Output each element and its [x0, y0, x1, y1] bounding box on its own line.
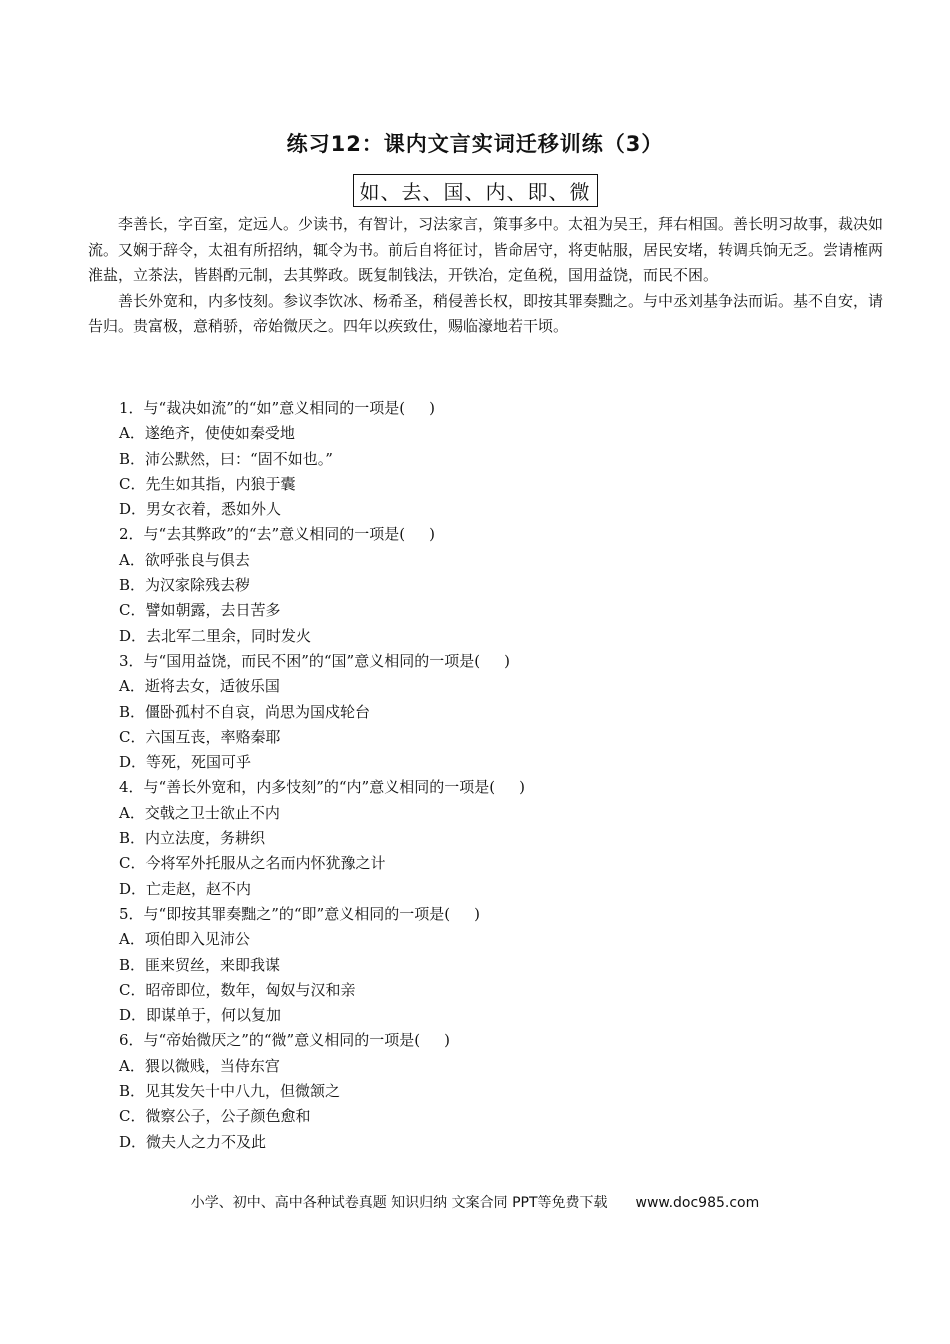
question-stem: [119, 775, 879, 800]
option-b: B．内立法度，务耕织: [119, 829, 266, 848]
option-a: A．项伯即入见沛公: [119, 930, 250, 949]
passage-paragraph: 李善长，字百室，定远人。少读书，有智计，习法家言，策事多中。太祖为吴王，拜右相国。善长明习故事，裁决如流。又娴于辞令，太祖有所招纳，辄令为书。前后自将征讨，皆命居守，将吏帖服，居民安堵，转调兵饷无乏。尝请榷两淮盐，立茶法，皆斟酌元制，去其弊政。既复制钱法，开铁冶，定鱼税，国用益饶，而民不困。: [88, 215, 884, 284]
question-stem-text: 6．与“帝始微厌之”的“微”意义相同的一项是(: [119, 1031, 421, 1050]
question-stem-end: ): [519, 778, 525, 797]
option-c: C．昭帝即位，数年，匈奴与汉和亲: [119, 980, 356, 999]
option-d: D．亡走赵，赵不内: [119, 879, 252, 898]
question-stem-text: 2．与“去其弊政”的“去”意义相同的一项是(: [119, 525, 406, 544]
question-list: [119, 396, 879, 1155]
page-title: 练习12：课内文言实词迁移训练（3）: [286, 132, 664, 156]
option-b: B．僵卧孤村不自哀，尚思为国戍轮台: [119, 702, 371, 721]
question-stem-end: ): [474, 904, 480, 923]
option-c: C．六国互丧，率赂秦耶: [119, 727, 281, 746]
question-stem-text: 5．与“即按其罪奏黜之”的“即”意义相同的一项是(: [119, 904, 451, 923]
option-a: A．遂绝齐，使使如秦受地: [119, 424, 295, 443]
footer-url-link[interactable]: www.doc985.com: [635, 1195, 760, 1211]
question-block: [119, 775, 879, 901]
option-c: C．今将军外托服从之名而内怀犹豫之计: [119, 854, 386, 873]
question-stem: [119, 1028, 879, 1053]
option-a: A．欲呼张良与俱去: [119, 550, 250, 569]
option-d: D．去北军二里余，同时发火: [119, 626, 312, 645]
option-c: C．譬如朝露，去日苦多: [119, 601, 281, 620]
question-stem-end: ): [429, 399, 435, 417]
passage-paragraph: 善长外宽和，内多忮刻。参议李饮冰、杨希圣，稍侵善长权，即按其罪奏黜之。与中丞刘基争法而诟。基不自安，请告归。贵富极，意稍骄，帝始微厌之。四年以疾致仕，赐临濠地若干顷。: [88, 291, 884, 335]
option-d: D．等死，死国可乎: [119, 753, 252, 772]
subtitle-row: [0, 174, 950, 207]
question-stem-end: ): [429, 525, 435, 544]
question-stem-text: 3．与“国用益饶，而民不困”的“国”意义相同的一项是(: [119, 651, 481, 670]
question-block: [119, 902, 879, 1028]
option-a: A．猥以微贱，当侍东宫: [119, 1056, 280, 1075]
option-d: D．微夫人之力不及此: [119, 1132, 267, 1151]
question-block: [119, 522, 879, 648]
option-a: A．交戟之卫士欲止不内: [119, 803, 280, 822]
question-block: [119, 396, 879, 522]
question-stem-text: 1．与“裁决如流”的“如”意义相同的一项是(: [119, 399, 406, 417]
page-footer: [0, 1192, 950, 1212]
option-b: B．沛公默然，曰：“固不如也。”: [119, 449, 333, 468]
question-stem-text: 4．与“善长外宽和，内多忮刻”的“内”意义相同的一项是(: [119, 778, 496, 797]
boxed-subtitle: 如、去、国、内、即、微: [353, 174, 598, 207]
question-stem: [119, 649, 879, 674]
question-stem-end: ): [444, 1031, 450, 1050]
footer-text: 小学、初中、高中各种试卷真题 知识归纳 文案合同 PPT等免费下载: [190, 1195, 608, 1211]
option-d: D．即谋单于，何以复加: [119, 1006, 282, 1025]
option-c: C．先生如其指，内狼于囊: [119, 474, 296, 493]
question-stem: [119, 522, 879, 547]
question-block: [119, 649, 879, 775]
option-d: D．男女衣着，悉如外人: [119, 500, 282, 519]
question-block: [119, 1028, 879, 1154]
question-stem: [119, 902, 879, 927]
question-stem: [119, 396, 879, 421]
option-b: B．见其发矢十中八九，但微颔之: [119, 1082, 341, 1101]
option-b: B．为汉家除残去秽: [119, 576, 251, 595]
option-b: B．匪来贸丝，来即我谋: [119, 955, 281, 974]
question-stem-end: ): [504, 651, 510, 670]
option-c: C．微察公子，公子颜色愈和: [119, 1107, 311, 1126]
classical-passage: [88, 212, 888, 340]
option-a: A．逝将去女，适彼乐国: [119, 677, 280, 696]
